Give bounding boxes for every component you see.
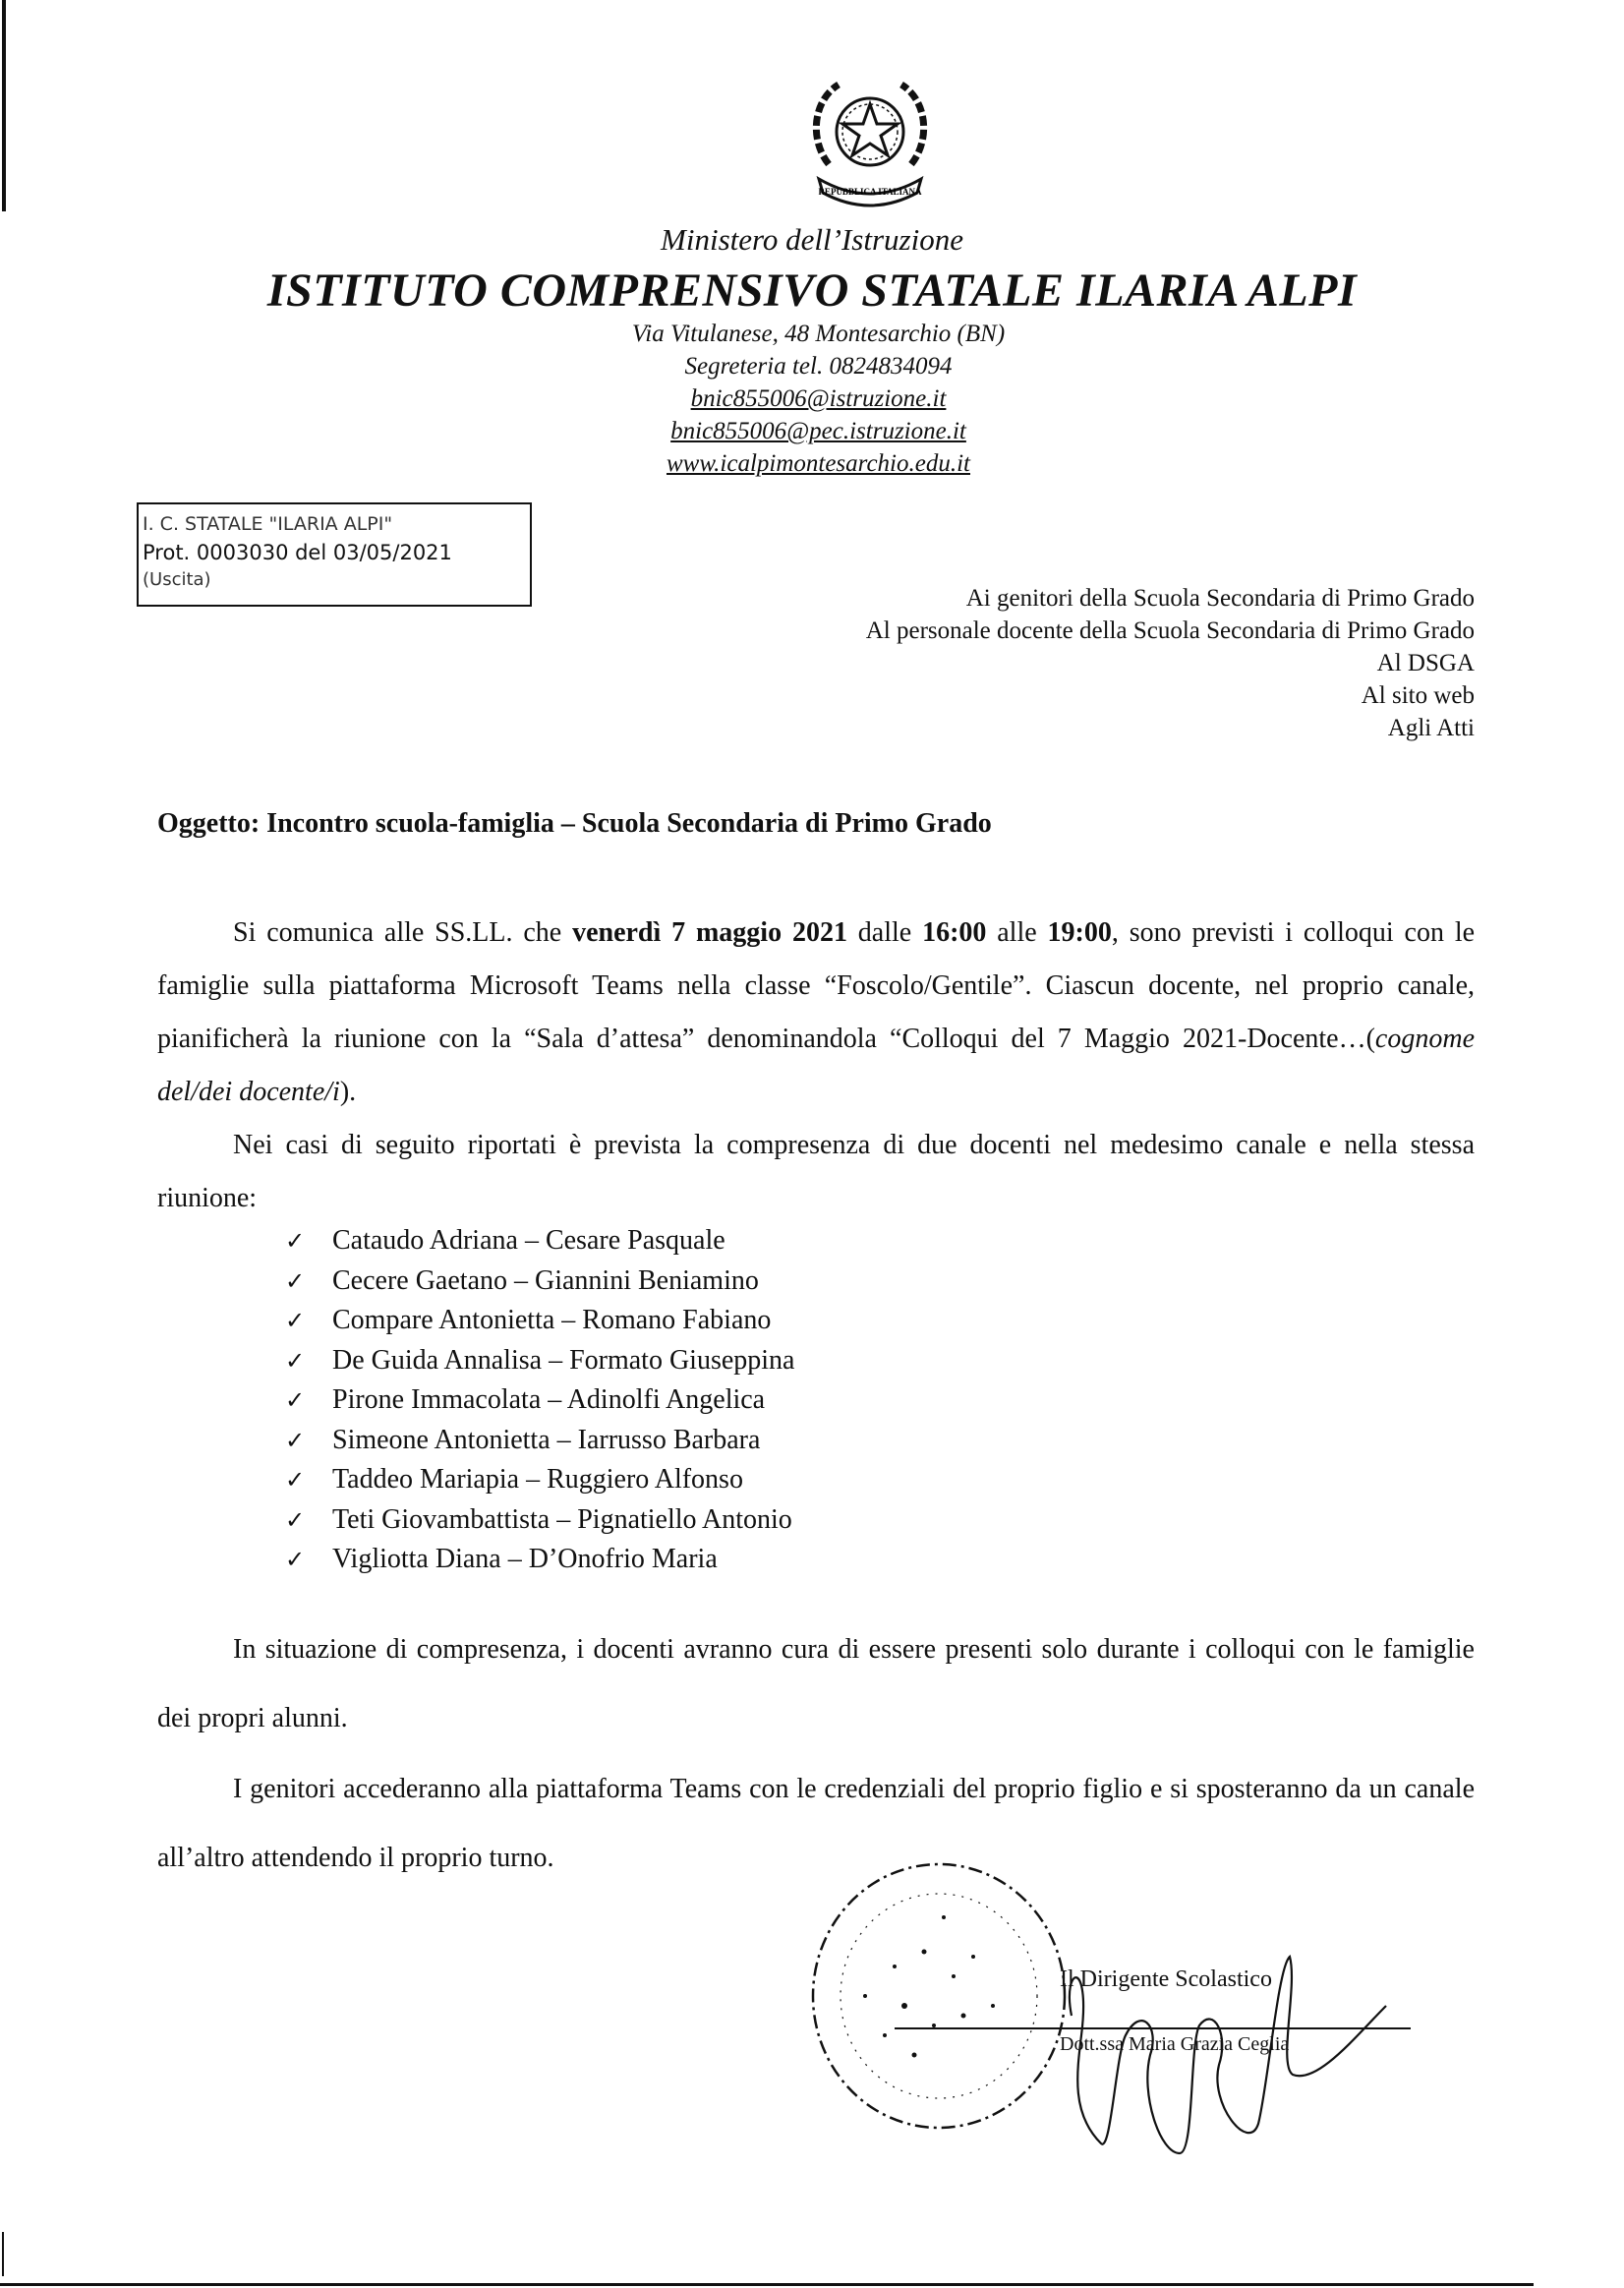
paragraph-announcement: Si comunica alle SS.LL. che venerdì 7 maggio 2021 dalle 16:00 alle 19:00, sono previsti i colloqui con le famiglie sulla piattaforma Microsoft Teams nella classe “Foscolo/Gentile”. Ciascun docente, nel proprio canale, pianificherà la riunione con la “Sala d’attesa” denominandola “Colloqui del 7 Maggio 2021-Docente…(cognome del/dei docente/i). [157,917,1476,1107]
list-item: ✓ Cataudo Adriana – Cesare Pasquale [285,1221,794,1261]
check-icon: ✓ [285,1426,306,1454]
check-icon: ✓ [285,1386,306,1414]
list-item: ✓ Compare Antonietta – Romano Fabiano [285,1301,794,1341]
svg-text:REPUBBLICA ITALIANA: REPUBBLICA ITALIANA [818,187,922,197]
recipient: Agli Atti [1387,715,1475,741]
check-icon: ✓ [285,1546,306,1573]
scan-edge-left [2,0,6,211]
address: Via Vitulanese, 48 Montesarchio (BN) [631,321,1006,347]
list-item: ✓ Teti Giovambattista – Pignatiello Antonio [285,1500,794,1541]
email-link[interactable]: bnic855006@istruzione.it [690,385,947,412]
paragraph-compresence-note: In situazione di compresenza, i docenti avranno cura di essere presenti solo durante i colloqui con le famiglie dei propri alunni. [157,1634,1475,1733]
start-time: 16:00 [922,917,987,948]
meeting-date: venerdì 7 maggio 2021 [572,917,847,948]
recipient: Al DSGA [1376,650,1475,676]
recipients-block [866,582,1475,744]
protocol-institute: I. C. STATALE "ILARIA ALPI" [143,513,393,535]
check-icon: ✓ [285,1505,306,1534]
list-item: ✓ Taddeo Mariapia – Ruggiero Alfonso [285,1460,794,1500]
institute-name: ISTITUTO COMPRENSIVO STATALE ILARIA ALPI [266,264,1358,317]
recipient: Al sito web [1361,682,1475,709]
phone: Segreteria tel. 0824834094 [684,353,953,380]
scan-edge-left-bottom [2,2232,4,2276]
teacher-pairs-list [285,1221,794,1580]
recipient: Ai genitori della Scuola Secondaria di Primo Grado [965,585,1475,612]
website-link[interactable]: www.icalpimontesarchio.edu.it [666,450,970,477]
pec-link[interactable]: bnic855006@pec.istruzione.it [670,418,966,444]
signatory-title: Il Dirigente Scolastico [1060,1966,1272,1992]
check-icon: ✓ [285,1466,306,1494]
end-time: 19:00 [1047,917,1112,948]
protocol-direction: (Uscita) [143,569,211,590]
subject-line: Oggetto: Incontro scuola-famiglia – Scuola Secondaria di Primo Grado [157,808,992,839]
list-item: ✓ Simeone Antonietta – Iarrusso Barbara [285,1421,794,1461]
paragraph-compresence-intro: Nei casi di seguito riportati è prevista la compresenza di due docenti nel medesimo canale e nella stessa riunione: [157,1130,1475,1213]
check-icon: ✓ [285,1227,306,1255]
check-icon: ✓ [285,1346,306,1375]
list-item: ✓ Cecere Gaetano – Giannini Beniamino [285,1261,794,1302]
recipient: Al personale docente della Scuola Secondaria di Primo Grado [865,617,1475,644]
protocol-stamp [137,502,532,607]
signatory-name: Dott.ssa Maria Grazia Ceglia [1060,2033,1290,2055]
ministry-name: Ministero dell’Istruzione [661,222,963,257]
repubblica-italiana-emblem-icon [799,71,941,208]
check-icon: ✓ [285,1266,306,1295]
list-item: ✓ Pirone Immacolata – Adinolfi Angelica [285,1380,794,1421]
protocol-number: Prot. 0003030 del 03/05/2021 [143,541,452,564]
list-item: ✓ Vigliotta Diana – D’Onofrio Maria [285,1540,794,1580]
paragraph-parents-access: I genitori accederanno alla piattaforma Teams con le credenziali del proprio figlio e si sposteranno da un canale all’altro attendendo il proprio turno. [157,1774,1475,1873]
list-item: ✓ De Guida Annalisa – Formato Giuseppina [285,1341,794,1381]
check-icon: ✓ [285,1307,306,1334]
scan-edge-bottom [0,2283,1534,2286]
handwritten-signature-icon [1032,1927,1425,2163]
